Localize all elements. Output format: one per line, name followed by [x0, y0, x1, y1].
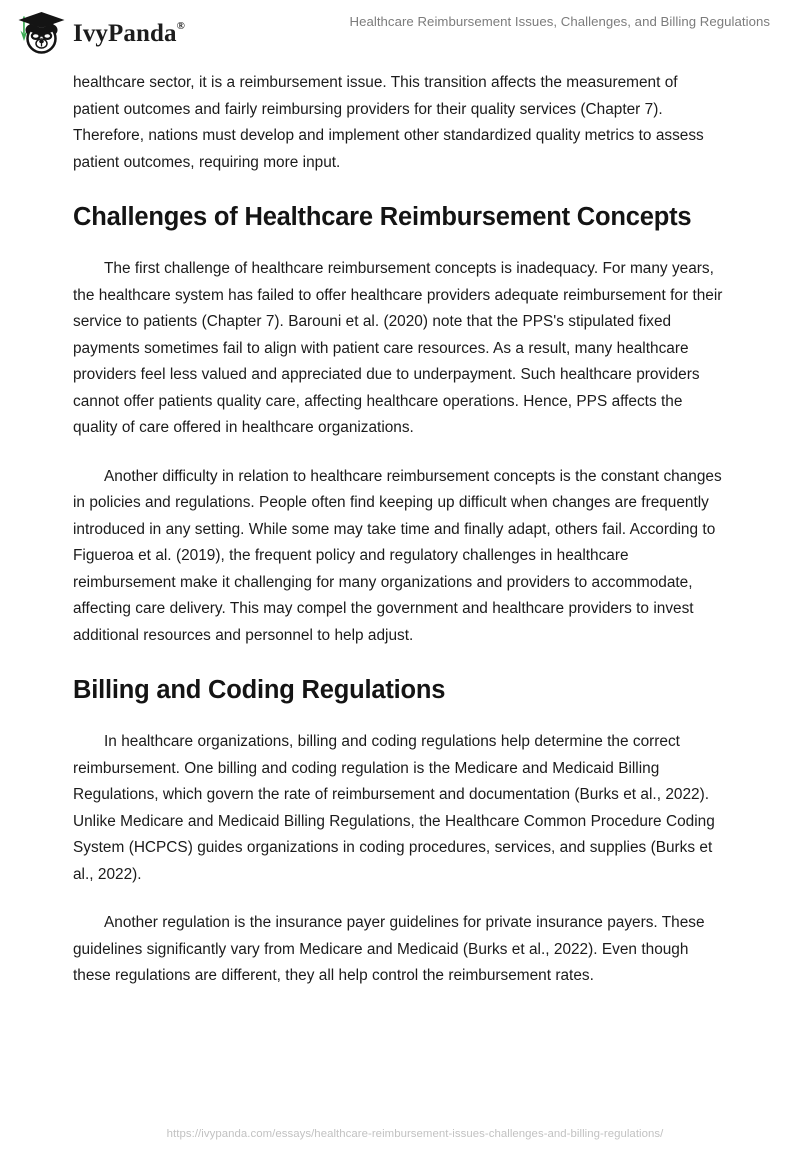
paragraph: Another regulation is the insurance payer guidelines for private insurance payers. These guidelines significantly vary from Medicare and Medicaid (Burks et al., 2022). Even though these regulations are different, they all help control the reimbursement rates.: [73, 914, 705, 984]
panda-graduate-logo-icon: [14, 10, 66, 56]
paragraph: Another difficulty in relation to healthcare reimbursement concepts is the constant changes in policies and regulations. People often find keeping up difficult when changes are frequently introduced in any setting. While some may take time and finally adapt, others fail. According to Figueroa et al. (2019), the frequent policy and regulatory challenges in healthcare reimbursement make it challenging for many organizations and providers to accommodate, affecting care delivery. This may compel the government and healthcare providers to invest additional resources and personnel to help adjust.: [73, 467, 722, 644]
document-title-header: Healthcare Reimbursement Issues, Challenges, and Billing Regulations: [349, 14, 770, 29]
paragraph: In healthcare organizations, billing and coding regulations help determine the correct reimbursement. One billing and coding regulation is the Medicare and Medicaid Billing Regulations, which govern the rate of reimbursement and documentation (Burks et al., 2022). Unlike Medicare and Medicaid Billing Regulations, the Healthcare Common Procedure Coding System (HCPCS) guides organizations in coding procedures, services, and supplies (Burks et al., 2022).: [73, 733, 715, 883]
page-header: [0, 0, 800, 62]
page-footer: [0, 1124, 800, 1142]
registered-trademark-icon: ®: [176, 20, 185, 33]
document-body: [73, 70, 726, 1012]
section-heading: Challenges of Healthcare Reimbursement Concepts: [73, 203, 692, 231]
source-url-link[interactable]: https://ivypanda.com/essays/healthcare-reimbursement-issues-challenges-and-billing-regulations/: [166, 1128, 664, 1140]
paragraph: healthcare sector, it is a reimbursement issue. This transition affects the measurement of patient outcomes and fairly reimbursing providers for their quality services (Chapter 7). Therefore, nations must develop and implement other standardized quality metrics to assess patient outcomes, requiring more input.: [73, 74, 704, 171]
paragraph: The first challenge of healthcare reimbursement concepts is inadequacy. For many years, the healthcare system has failed to offer healthcare providers adequate reimbursement for their service to patients (Chapter 7). Barouni et al. (2020) note that the PPS's stipulated fixed payments sometimes fail to align with patient care resources. As a result, many healthcare providers feel less valued and appreciated due to underpayment. Such healthcare providers cannot offer patients quality care, affecting healthcare operations. Hence, PPS affects the quality of care offered in healthcare organizations.: [73, 260, 723, 436]
brand-logo[interactable]: [14, 10, 185, 56]
brand-wordmark-text: IvyPanda: [73, 19, 177, 47]
brand-wordmark: [73, 21, 185, 46]
section-heading: Billing and Coding Regulations: [73, 676, 446, 704]
